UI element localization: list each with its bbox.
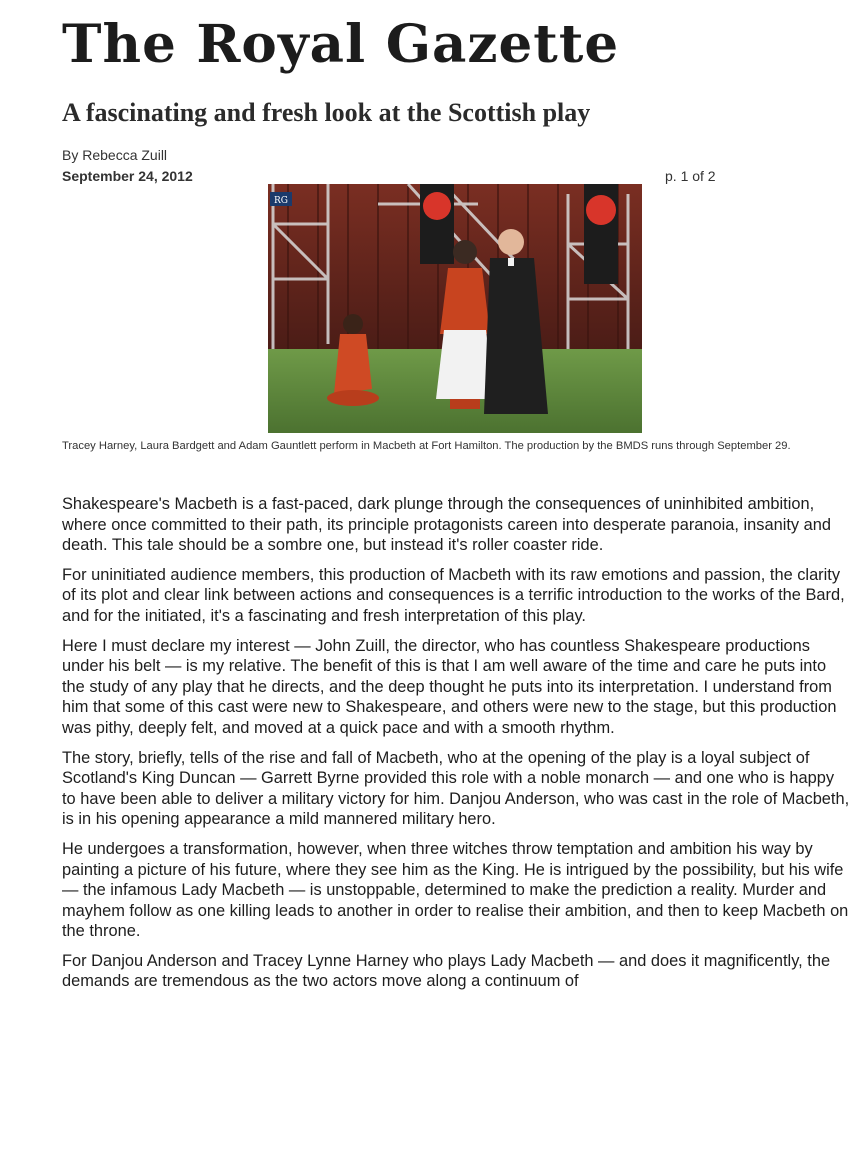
page-indicator: p. 1 of 2 [665, 168, 716, 184]
svg-text:RG: RG [274, 196, 288, 206]
stage-photo-illustration [268, 184, 642, 433]
paragraph: The story, briefly, tells of the rise and fall of Macbeth, who at the opening of the play is a loyal subject of Scotland's King Duncan — Garrett Byrne provided this role with a noble monarch — and one who is happy to have been able to deliver a military victory for him. Danjou Anderson, who was cast in the role of Macbeth, is in his opening appearance a mild mannered military hero. [62, 748, 850, 829]
masthead-title: The Royal Gazette [62, 14, 620, 75]
paragraph: Here I must declare my interest — John Zuill, the director, who has countless Shakespeare productions under his belt — is my relative. The benefit of this is that I am well aware of the time and care he puts into the study of any play that he directs, and the deep thought he puts into its interpretation. I understand from him that some of this cast were new to Shakespeare, and others were new to the stage, but this production was pithy, deeply felt, and moved at a quick pace and with a smooth rhythm. [62, 636, 837, 737]
byline: By Rebecca Zuill [62, 147, 168, 163]
photo-caption: Tracey Harney, Laura Bardgett and Adam Gauntlett perform in Macbeth at Fort Hamilton. The production by the BMDS runs through September 29. [62, 440, 791, 452]
banner-left [420, 184, 454, 264]
banner-right [584, 184, 618, 284]
rg-logo-badge [270, 192, 292, 206]
paragraph: For uninitiated audience members, this production of Macbeth with its raw emotions and passion, the clarity of its plot and clear link between actions and consequences is a terrific introduction to the works of the Bard, and for the initiated, it's a fascinating and fresh interpretation of this play. [62, 565, 845, 625]
article-body [62, 494, 852, 1001]
paragraph: He undergoes a transformation, however, when three witches throw temptation and ambition his way by painting a picture of his future, where they see him as the King. He is intrigued by the possibility, but his wife — the infamous Lady Macbeth — is unstoppable, determined to make the prediction a reality. Murder and mayhem follow as one killing leads to another in order to realise their ambition, and then to keep Macbeth on the throne. [62, 839, 849, 941]
paragraph: For Danjou Anderson and Tracey Lynne Harney who plays Lady Macbeth — and does it magnificently, the demands are tremendous as the two actors move along a continuum of [62, 951, 831, 991]
publication-date: September 24, 2012 [62, 168, 193, 184]
paragraph: Shakespeare's Macbeth is a fast-paced, dark plunge through the consequences of uninhibited ambition, where once committed to their path, its principle protagonists careen into desperate paranoia, insanity and death. This tale should be a sombre one, but instead it's roller coaster ride. [62, 495, 831, 555]
article-photo [268, 184, 642, 433]
article-headline: A fascinating and fresh look at the Scottish play [62, 98, 591, 127]
